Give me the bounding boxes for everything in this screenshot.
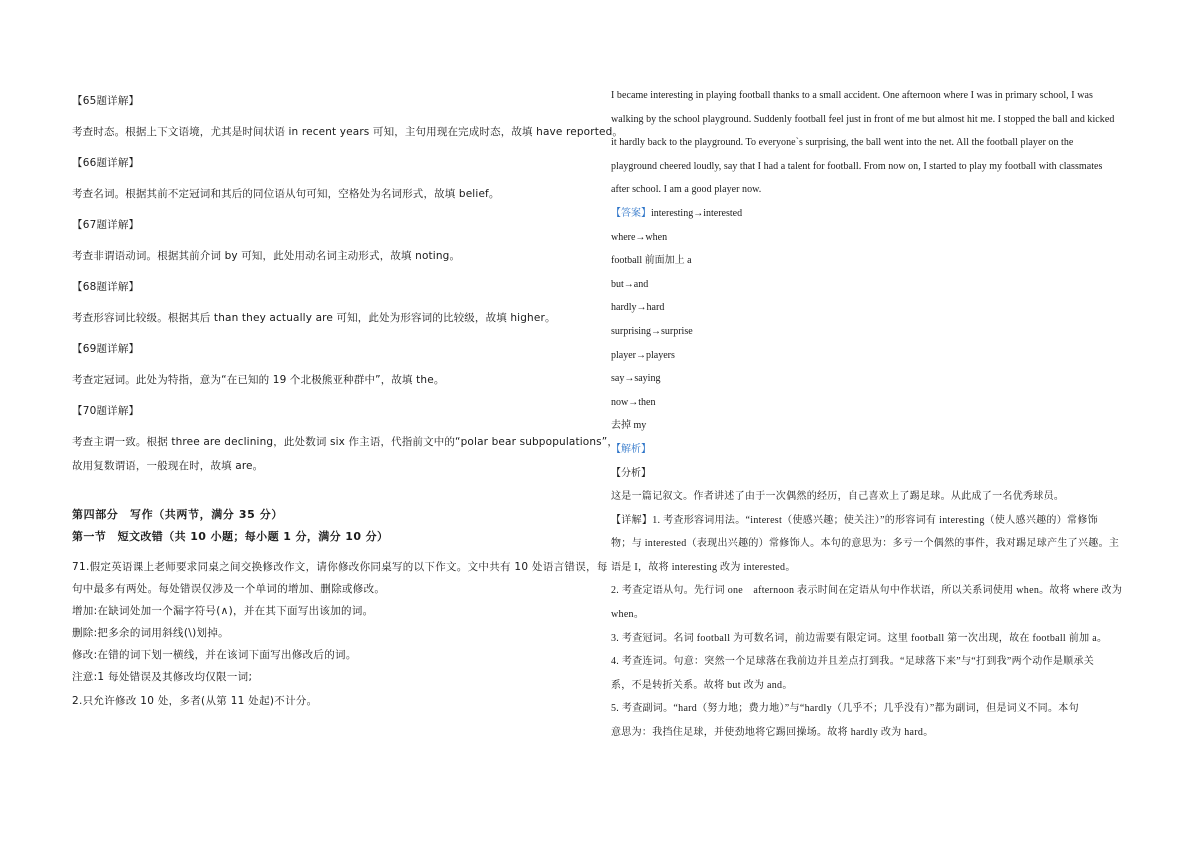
question-line: 增加:在缺词处加一个漏字符号(∧)，并在其下面写出该加的词。 bbox=[72, 605, 374, 617]
answer-line-1 bbox=[611, 206, 1131, 222]
explanation-text-65: 考查时态。根据上下文语境，尤其是时间状语 in recent years 可知，主句用现在完成时态，故填 have reported。 bbox=[72, 126, 624, 138]
section-title: 第四部分 写作（共两节，满分 35 分） bbox=[72, 508, 283, 521]
subsection-title: 第一节 短文改错（共 10 小题；每小题 1 分，满分 10 分） bbox=[72, 530, 389, 543]
explanation-text-70-cont: 故用复数谓语，一般现在时，故填 are。 bbox=[72, 460, 264, 472]
explanation-text-66: 考查名词。根据其前不定冠词和其后的同位语从句可知，空格处为名词形式，故填 belief。 bbox=[72, 188, 500, 200]
detail-line: 系，不是转折关系。故将 but 改为 and。 bbox=[611, 679, 793, 691]
passage-line: after school. I am a good player now. bbox=[611, 184, 762, 196]
passage-line: walking by the school playground. Suddenly football feel just in front of me but almost hit me. I stopped the ball and kicked bbox=[611, 113, 1115, 125]
section-gap bbox=[72, 488, 592, 506]
answer-item: now→then bbox=[611, 396, 656, 408]
question-line: 2.只允许修改 10 处，多者(从第 11 处起)不计分。 bbox=[72, 695, 318, 707]
explanation-text-69: 考查定冠词。此处为特指，意为“在已知的 19 个北极熊亚种群中”，故填 the。 bbox=[72, 374, 445, 386]
left-column bbox=[72, 92, 624, 714]
question-line: 修改:在错的词下划一横线，并在该词下面写出修改后的词。 bbox=[72, 649, 357, 661]
explanation-heading-68: 【68题详解】 bbox=[72, 281, 140, 293]
explanation-text-70: 考查主谓一致。根据 three are declining，此处数词 six 作主语，代指前文中的“polar bear subpopulations”， bbox=[72, 436, 619, 448]
analysis-tag: 【解析】 bbox=[611, 443, 651, 455]
explanation-heading-69: 【69题详解】 bbox=[72, 343, 140, 355]
passage-line: playground cheered loudly, say that I had a talent for football. From now on, I started to play my football with classmates bbox=[611, 160, 1103, 172]
explanation-heading-67: 【67题详解】 bbox=[72, 219, 140, 231]
answer-tag: 【答案】 bbox=[611, 207, 651, 219]
detail-line: 物；与 interested（表现出兴趣的）常修饰人。本句的意思为：多亏一个偶然的事件，我对踢足球产生了兴趣。主 bbox=[611, 538, 1120, 550]
explanation-text-68: 考查形容词比较级。根据其后 than they actually are 可知，此处为形容词的比较级，故填 higher。 bbox=[72, 312, 556, 324]
answer-item: but→and bbox=[611, 278, 649, 290]
answer-item: player→players bbox=[611, 349, 675, 361]
passage-line: it hardly back to the playground. To everyone`s surprising, the ball went into the net. All the football player on the bbox=[611, 137, 1074, 149]
answer-item: football 前面加上 a bbox=[611, 255, 692, 267]
analysis-subheading: 【分析】 bbox=[611, 467, 651, 479]
analysis-text: 这是一篇记叙文。作者讲述了由于一次偶然的经历，自己喜欢上了踢足球。从此成了一名优秀球员。 bbox=[611, 491, 1065, 503]
question-line: 句中最多有两处。每处错误仅涉及一个单词的增加、删除或修改。 bbox=[72, 583, 386, 595]
explanation-heading-65: 【65题详解】 bbox=[72, 95, 140, 107]
detail-line: 5. 考查副词。“hard（努力地；费力地）”与“hardly（几乎不；几乎没有）”都为副词，但是词义不同。本句 bbox=[611, 703, 1079, 715]
question-line: 注意:1 每处错误及其修改均仅限一词; bbox=[72, 671, 253, 683]
passage-line: I became interesting in playing football thanks to a small accident. One afternoon where I was in primary school, I was bbox=[611, 90, 1093, 101]
detail-line: 3. 考查冠词。名词 football 为可数名词，前边需要有限定词。这里 football 第一次出现，故在 football 前加 a。 bbox=[611, 632, 1108, 644]
question-line: 71.假定英语课上老师要求同桌之间交换修改作文，请你修改你同桌写的以下作文。文中共有 10 处语言错误，每 bbox=[72, 561, 608, 573]
right-column bbox=[611, 88, 1131, 749]
question-line: 删除:把多余的词用斜线(\)划掉。 bbox=[72, 627, 229, 639]
explanation-heading-70: 【70题详解】 bbox=[72, 405, 140, 417]
detail-line: 4. 考查连词。句意：突然一个足球落在我前边并且差点打到我。“足球落下来”与“打到我”两个动作是顺承关 bbox=[611, 656, 1095, 668]
answer-item: interesting→interested bbox=[651, 207, 743, 219]
detail-line: when。 bbox=[611, 609, 645, 621]
answer-item: 去掉 my bbox=[611, 420, 647, 432]
explanation-text-67: 考查非谓语动词。根据其前介词 by 可知，此处用动名词主动形式，故填 noting。 bbox=[72, 250, 461, 262]
answer-item: surprising→surprise bbox=[611, 325, 693, 337]
detail-line: 2. 考查定语从句。先行词 one afternoon 表示时间在定语从句中作状语，所以关系词使用 when。故将 where 改为 bbox=[611, 585, 1123, 597]
answer-item: say→saying bbox=[611, 373, 661, 385]
explanation-heading-66: 【66题详解】 bbox=[72, 157, 140, 169]
detail-line: 意思为：我挡住足球，并使劲地将它踢回操场。故将 hardly 改为 hard。 bbox=[611, 727, 934, 739]
answer-item: where→when bbox=[611, 231, 668, 243]
detail-line: 语是 I，故将 interesting 改为 interested。 bbox=[611, 561, 796, 573]
answer-item: hardly→hard bbox=[611, 302, 665, 314]
detail-line: 【详解】1. 考查形容词用法。“interest（使感兴趣；使关注）”的形容词有 interesting（使人感兴趣的）常修饰 bbox=[611, 514, 1098, 526]
